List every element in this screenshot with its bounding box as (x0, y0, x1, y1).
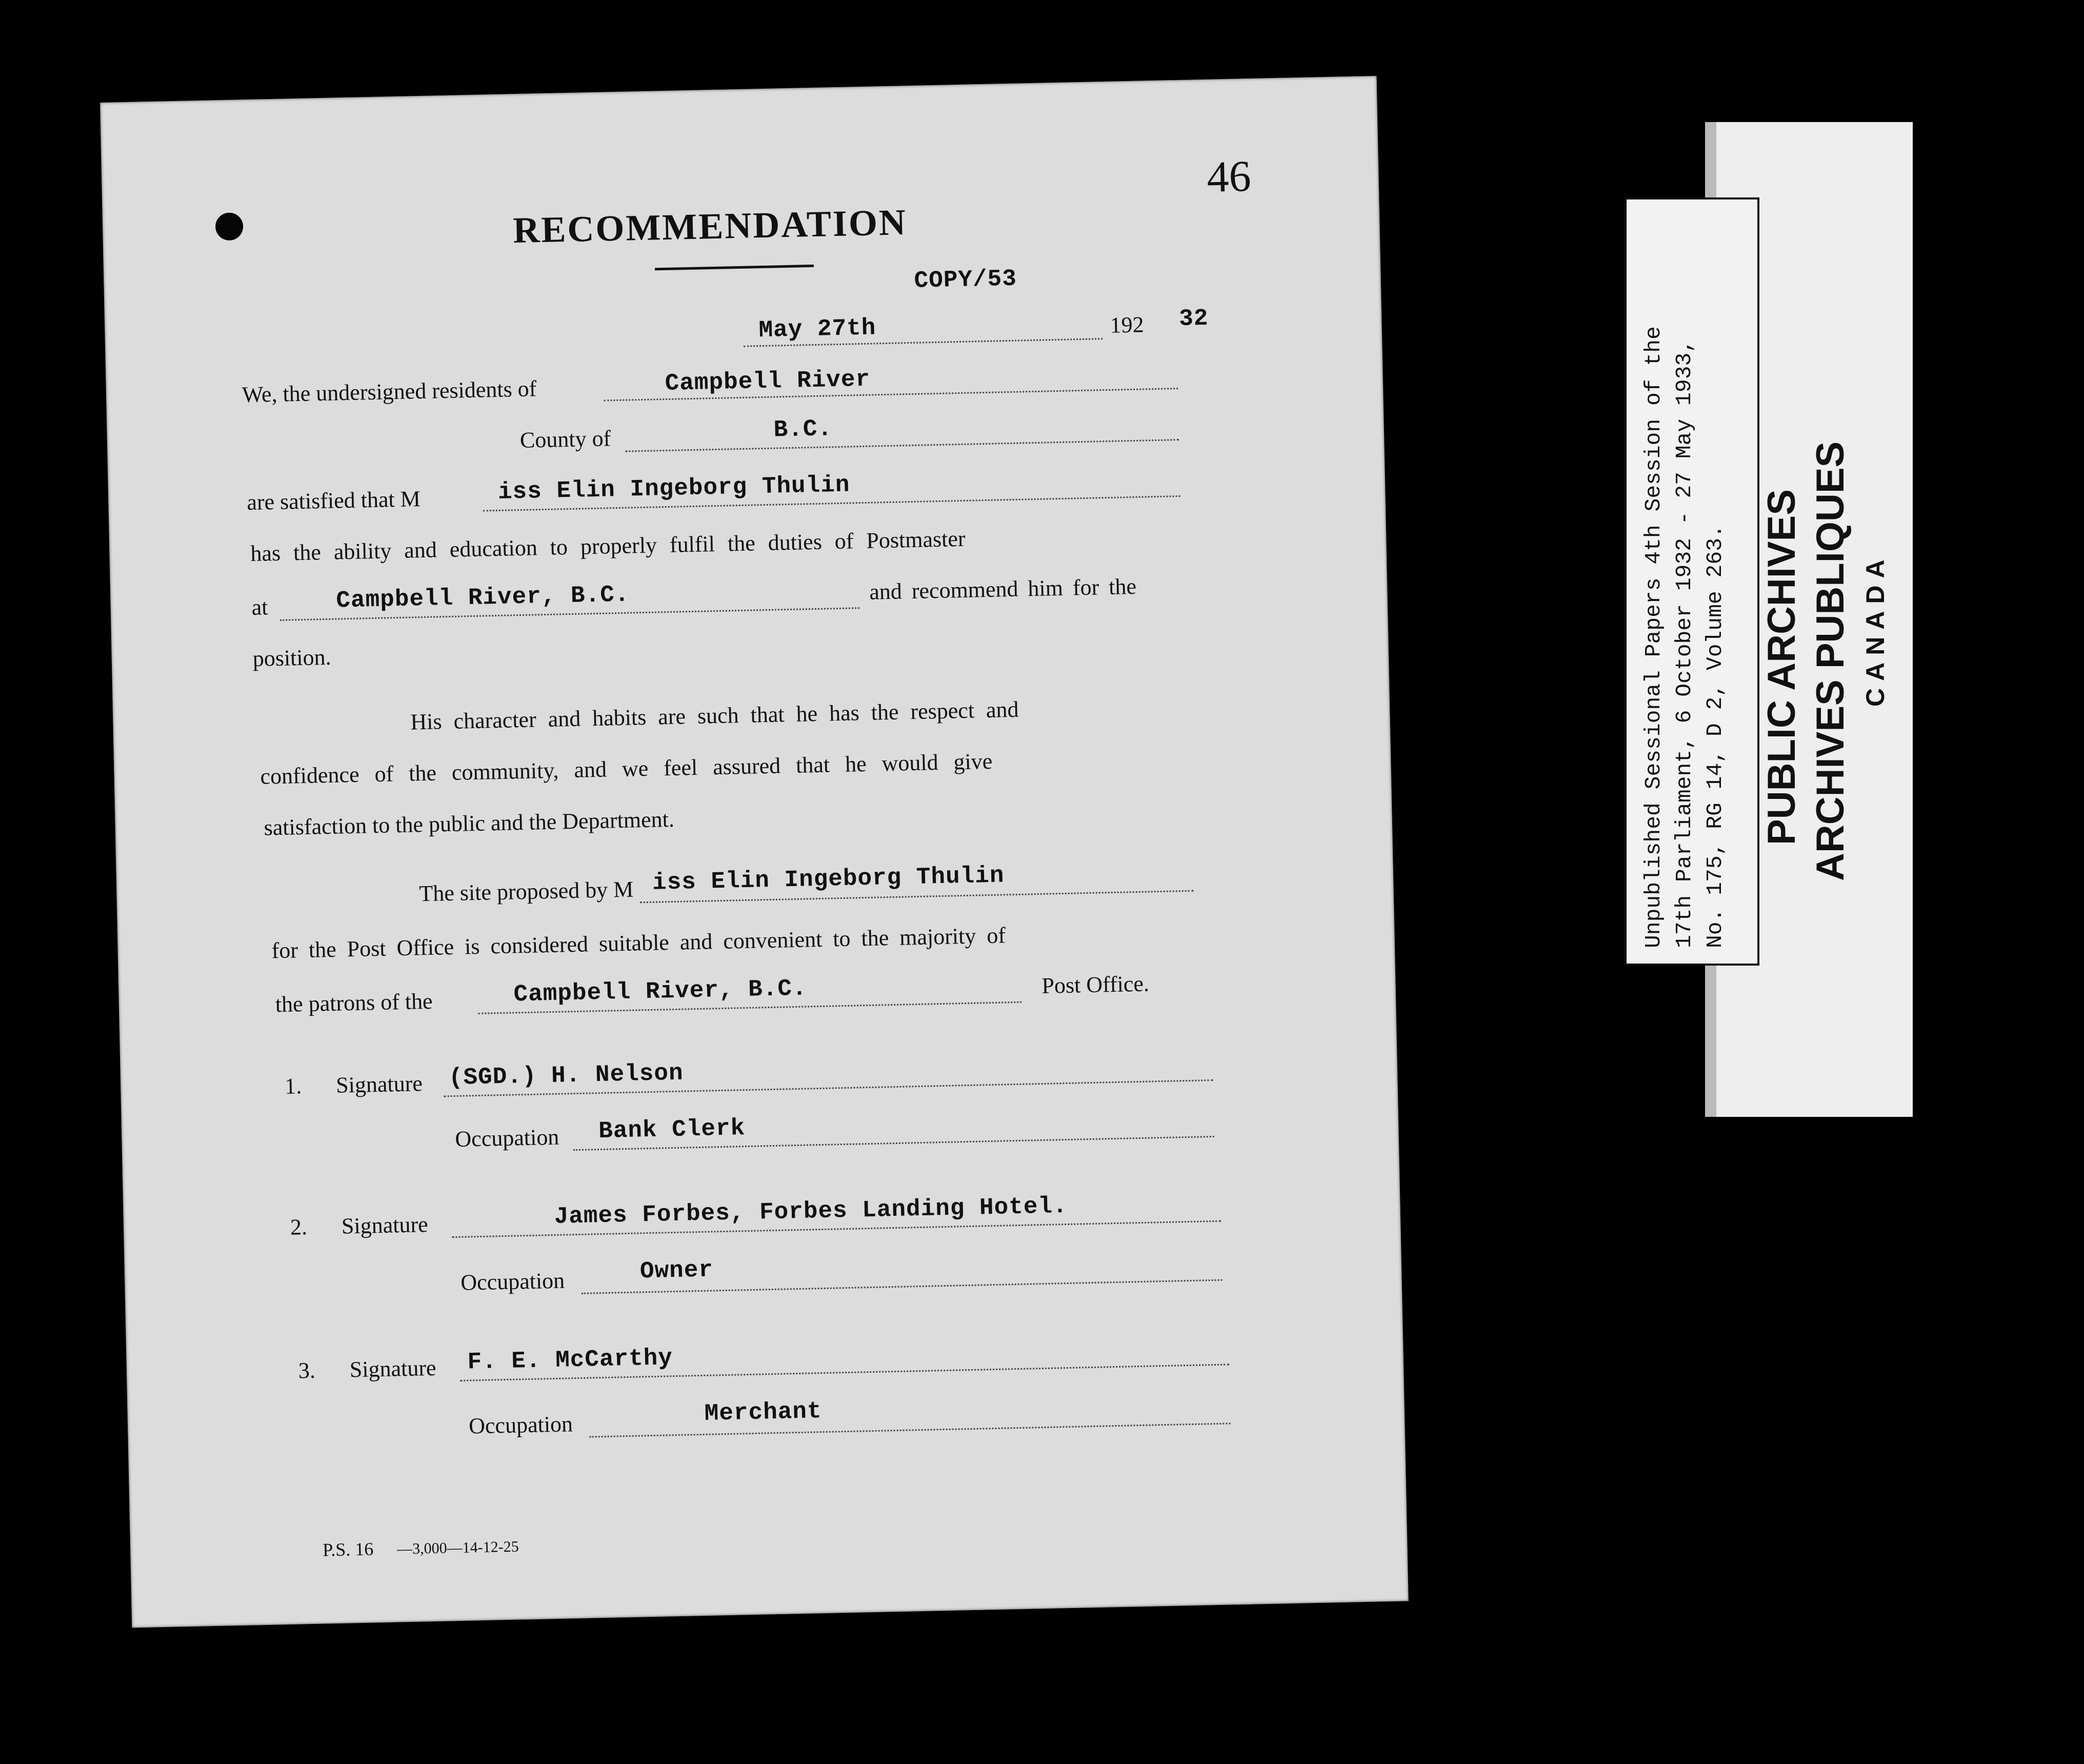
stamp-line-2: ARCHIVES PUBLIQUES (1809, 441, 1852, 881)
label-line-3: No. 175, RG 14, D 2, Volume 263. (1702, 525, 1728, 948)
at-value: Campbell River, B.C. (335, 581, 630, 614)
character-line-3: satisfaction to the public and the Department. (264, 806, 675, 840)
patrons-value: Campbell River, B.C. (513, 975, 808, 1008)
signature-1-value: (SGD.) H. Nelson (448, 1059, 684, 1092)
archive-label-card (1625, 197, 1759, 966)
county-value: B.C. (773, 415, 833, 444)
signature-3-value: F. E. McCarthy (467, 1345, 673, 1376)
county-label: County of (519, 426, 611, 453)
satisfied-label: are satisfied that M (246, 486, 421, 515)
recommend-line: and recommend him for the (869, 573, 1137, 605)
occupation-3-dots (590, 1422, 1231, 1437)
character-line-1: His character and habits are such that he has the respect and (410, 696, 1019, 735)
occupation-1-value: Bank Clerk (598, 1115, 746, 1145)
residents-value: Campbell River (665, 366, 871, 397)
signature-1-label: Signature (335, 1071, 423, 1098)
site-line-2: for the Post Office is considered suitable and convenient to the majority of (271, 923, 1006, 964)
post-office-label: Post Office. (1041, 971, 1150, 998)
stamp-line-1: PUBLIC ARCHIVES (1760, 489, 1804, 845)
stamp-line-3: CANADA (1861, 552, 1890, 707)
county-dots (625, 439, 1179, 452)
form-code: P.S. 16 (322, 1538, 374, 1560)
candidate-name: iss Elin Ingeborg Thulin (497, 471, 850, 506)
year-prefix: 192 (1110, 312, 1145, 338)
at-label: at (251, 594, 268, 620)
signature-2-value: James Forbes, Forbes Landing Hotel. (554, 1192, 1068, 1230)
label-line-1: Unpublished Sessional Papers 4th Session of the (1641, 326, 1666, 948)
document-sheet (100, 76, 1409, 1628)
date-value: May 27th (758, 314, 876, 344)
patrons-label: the patrons of the (275, 988, 433, 1017)
form-title: RECOMMENDATION (512, 202, 908, 251)
copy-reference: COPY/53 (914, 265, 1017, 294)
ability-line: has the ability and education to properly fulfil the duties of Postmaster (250, 526, 966, 567)
site-label: The site proposed by M (418, 876, 634, 907)
signature-3-label: Signature (349, 1355, 436, 1382)
occupation-2-label: Occupation (460, 1268, 565, 1295)
residents-label: We, the undersigned residents of (242, 376, 537, 408)
occupation-2-value: Owner (639, 1256, 714, 1285)
signature-1-number: 1. (284, 1073, 302, 1099)
year-suffix: 32 (1178, 305, 1209, 333)
label-line-2: 17th Parliament, 6 October 1932 - 27 May 1933, (1672, 339, 1697, 948)
punch-hole (215, 212, 244, 240)
signature-2-label: Signature (341, 1212, 429, 1239)
signature-3-number: 3. (298, 1357, 316, 1384)
occupation-3-value: Merchant (704, 1398, 823, 1427)
page-number: 46 (1206, 151, 1252, 202)
occupation-1-label: Occupation (454, 1124, 559, 1152)
character-line-2: confidence of the community, and we feel assured that he would give (260, 748, 993, 789)
signature-2-number: 2. (290, 1214, 308, 1240)
occupation-3-label: Occupation (468, 1411, 573, 1439)
site-name: iss Elin Ingeborg Thulin (652, 862, 1005, 896)
title-rule (655, 265, 814, 270)
position-word: position. (252, 644, 332, 671)
form-print-info: —3,000—14-12-25 (396, 1538, 519, 1558)
